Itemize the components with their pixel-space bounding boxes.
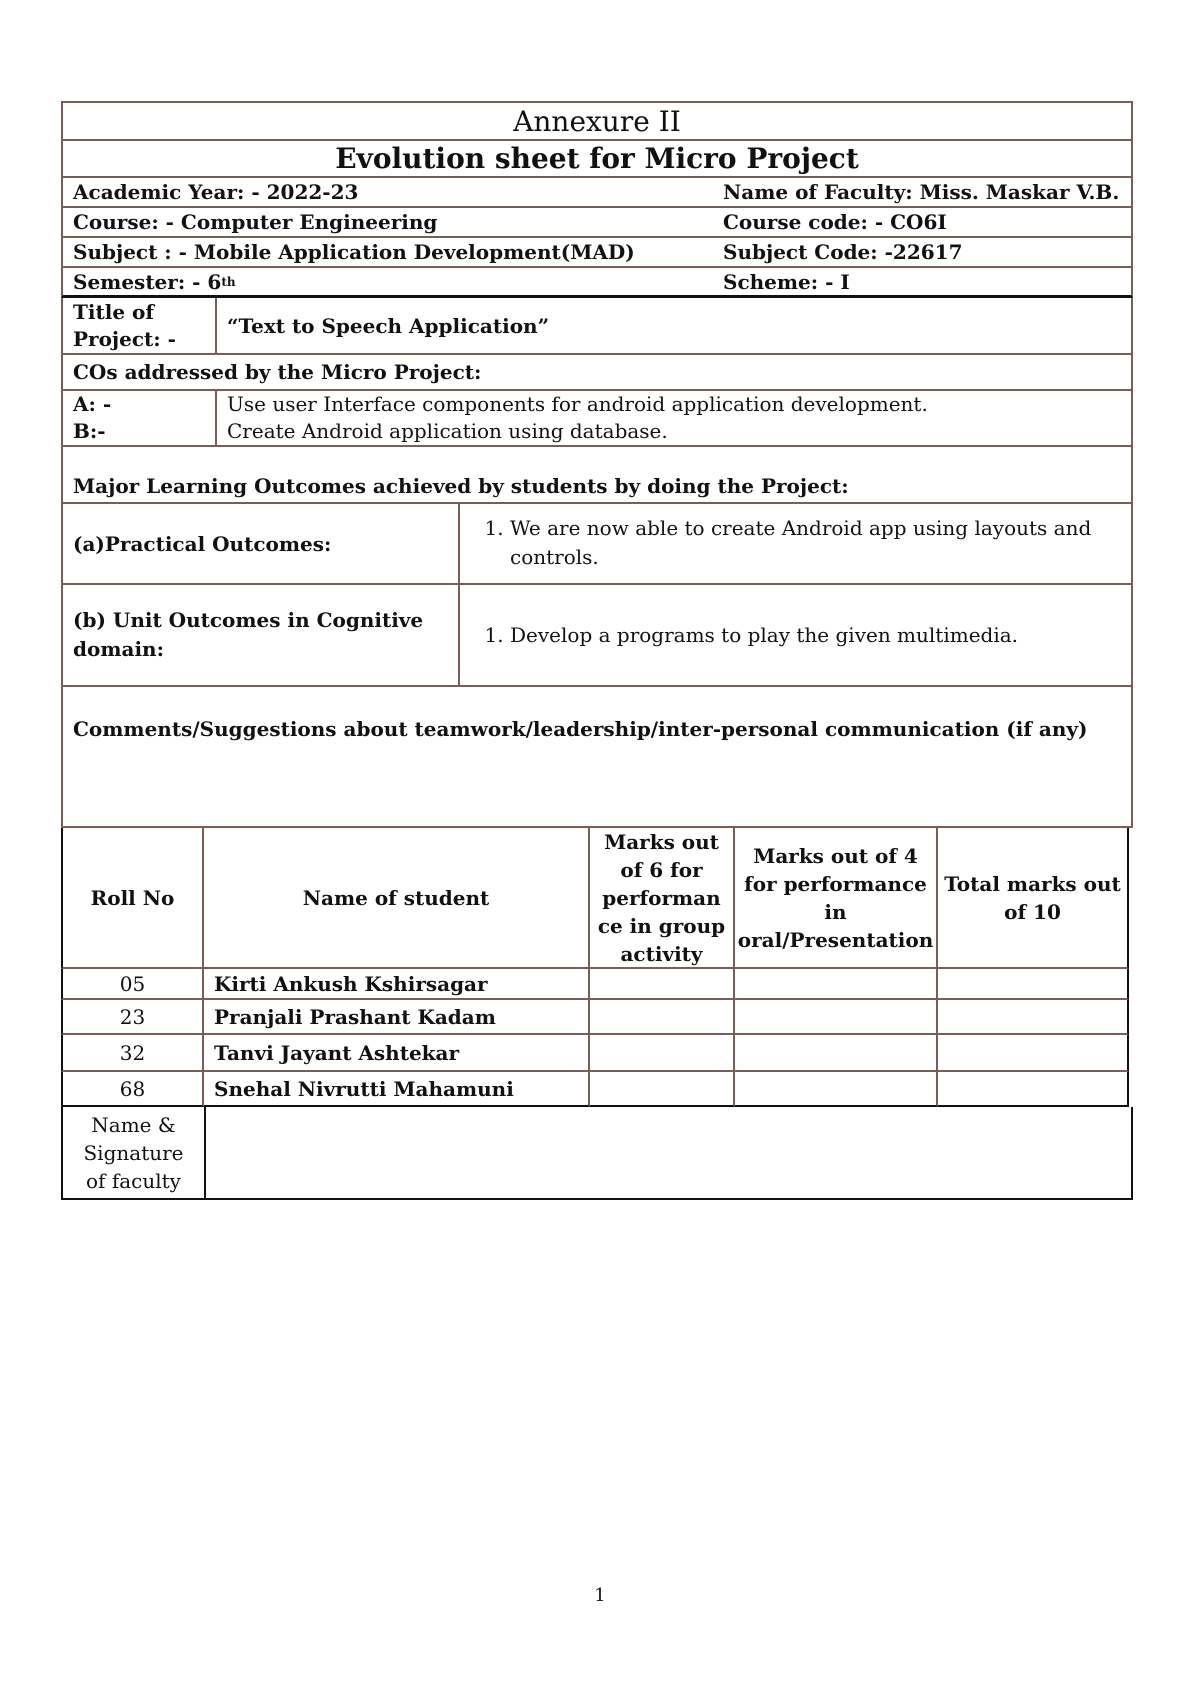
project-title-value: “Text to Speech Application” <box>215 298 1131 353</box>
oral-marks-cell[interactable] <box>735 969 938 1000</box>
practical-outcome-item: 1. We are now able to create Android app using layouts and controls. <box>510 514 1121 572</box>
roll-cell: 05 <box>61 969 204 1000</box>
marks-table <box>61 828 1133 1107</box>
oral-marks-cell[interactable] <box>735 1072 938 1107</box>
practical-outcomes-label: (a)Practical Outcomes: <box>73 531 332 556</box>
faculty-name: Name of Faculty: Miss. Maskar V.B. <box>723 180 1120 204</box>
practical-outcomes-row <box>61 504 1133 585</box>
student-name-cell: Snehal Nivrutti Mahamuni <box>204 1072 590 1107</box>
academic-year-row <box>61 178 1133 208</box>
semester-label: Semester: - 6 <box>73 269 222 294</box>
course-row <box>61 208 1133 238</box>
student-name-cell: Kirti Ankush Kshirsagar <box>204 969 590 1000</box>
practical-outcomes-list <box>458 504 1131 583</box>
co-label-b: B:- <box>73 419 106 443</box>
evaluation-sheet <box>61 101 1133 1200</box>
academic-year: Academic Year: - 2022-23 <box>73 180 359 204</box>
oral-marks-cell[interactable] <box>735 1000 938 1035</box>
comments-row <box>61 687 1133 828</box>
outcomes-heading-row <box>61 447 1133 504</box>
unit-outcomes-list <box>458 585 1131 685</box>
oral-marks-cell[interactable] <box>735 1035 938 1072</box>
project-title-label: Title of Project: - <box>73 299 176 351</box>
col-header-roll: Roll No <box>61 828 204 969</box>
subject-row <box>61 238 1133 268</box>
signature-area[interactable] <box>206 1107 1131 1198</box>
roll-cell: 32 <box>61 1035 204 1072</box>
co-label-a: A: - <box>73 392 112 416</box>
co-text-a: Use user Interface components for android application development. <box>227 392 928 416</box>
group-marks-cell[interactable] <box>590 969 735 1000</box>
signature-row <box>61 1107 1133 1200</box>
sheet-title: Evolution sheet for Micro Project <box>335 142 859 175</box>
col-header-name: Name of student <box>204 828 590 969</box>
cos-heading: COs addressed by the Micro Project: <box>73 360 482 384</box>
sheet-title-row <box>61 141 1133 178</box>
total-marks-cell[interactable] <box>938 1035 1129 1072</box>
group-marks-cell[interactable] <box>590 1072 735 1107</box>
student-name-cell: Tanvi Jayant Ashtekar <box>204 1035 590 1072</box>
annexure-title: Annexure II <box>513 104 681 138</box>
col-header-group-marks: Marks out of 6 for performan ce in group activity <box>590 828 735 969</box>
semester-row <box>61 268 1133 298</box>
co-text-b: Create Android application using database. <box>227 419 668 443</box>
subject-code: Subject Code: -22617 <box>723 240 963 264</box>
group-marks-cell[interactable] <box>590 1000 735 1035</box>
student-name-cell: Pranjali Prashant Kadam <box>204 1000 590 1035</box>
course-code: Course code: - CO6I <box>723 210 947 234</box>
group-marks-cell[interactable] <box>590 1035 735 1072</box>
comments-heading: Comments/Suggestions about teamwork/leadership/inter-personal communication (if any) <box>73 717 1088 741</box>
cos-labels <box>63 391 215 445</box>
subject: Subject : - Mobile Application Development(MAD) <box>73 240 635 264</box>
project-title-row <box>61 298 1133 355</box>
total-marks-cell[interactable] <box>938 969 1129 1000</box>
total-marks-cell[interactable] <box>938 1000 1129 1035</box>
signature-label: Name & Signature of faculty <box>63 1107 206 1198</box>
cos-row <box>61 391 1133 447</box>
roll-cell: 23 <box>61 1000 204 1035</box>
annexure-row <box>61 101 1133 141</box>
total-marks-cell[interactable] <box>938 1072 1129 1107</box>
scheme: Scheme: - I <box>723 269 850 294</box>
col-header-total-marks: Total marks out of 10 <box>938 828 1129 969</box>
roll-cell: 68 <box>61 1072 204 1107</box>
semester <box>63 268 713 295</box>
semester-suffix: th <box>221 274 236 289</box>
page-number: 1 <box>594 1585 606 1606</box>
cos-texts <box>215 391 1131 445</box>
unit-outcomes-row <box>61 585 1133 687</box>
col-header-oral-marks: Marks out of 4 for performance in oral/Presentation <box>735 828 938 969</box>
cos-heading-row <box>61 355 1133 391</box>
outcomes-heading: Major Learning Outcomes achieved by students by doing the Project: <box>73 474 849 498</box>
course: Course: - Computer Engineering <box>73 210 438 234</box>
unit-outcome-item: 1. Develop a programs to play the given multimedia. <box>510 623 1018 647</box>
unit-outcomes-label: (b) Unit Outcomes in Cognitive domain: <box>73 608 424 661</box>
